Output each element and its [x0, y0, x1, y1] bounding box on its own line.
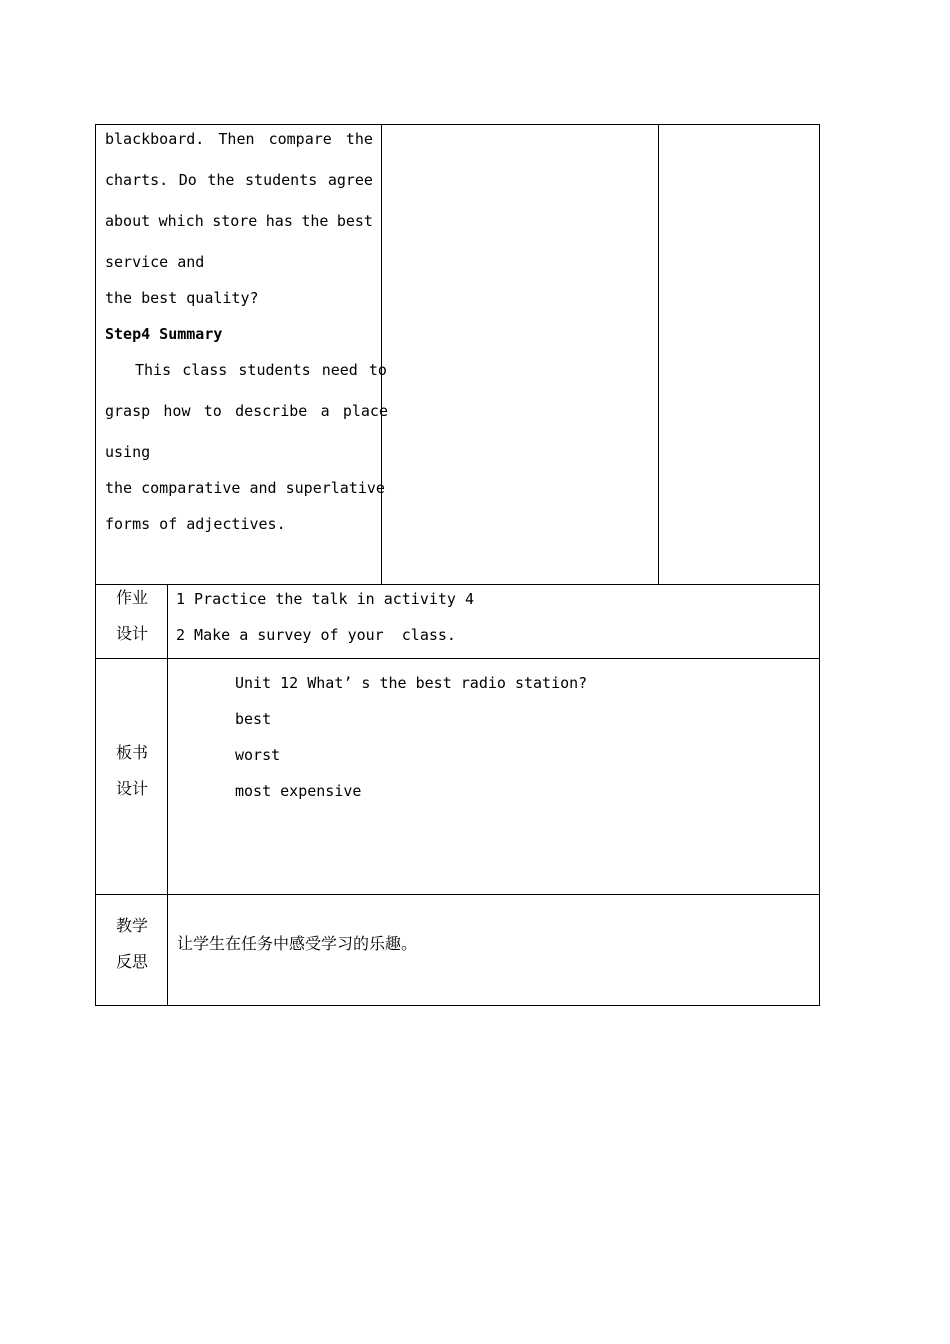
table-border-left [95, 124, 96, 1006]
table-border-right [819, 124, 820, 1006]
text-line [105, 130, 373, 148]
column-divider-2 [658, 124, 659, 584]
word: to [368, 361, 387, 379]
column-divider-1 [381, 124, 382, 584]
word: best [336, 212, 373, 230]
word: compare [268, 130, 332, 148]
word: about [105, 212, 151, 230]
text-line: service and [105, 253, 205, 271]
word: This [135, 361, 172, 379]
word: how [163, 402, 191, 420]
homework-item-1: 1 Practice the talk in activity 4 [176, 590, 475, 608]
text-line [105, 212, 373, 230]
row-divider-board [95, 658, 820, 659]
board-title: Unit 12 What’ s the best radio station? [235, 674, 588, 692]
step-heading: Step4 Summary [105, 325, 223, 343]
text-line: the best quality? [105, 289, 259, 307]
text-line: forms of adjectives. [105, 515, 286, 533]
reflection-label-line1: 教学 [116, 916, 149, 935]
text-line: the comparative and superlative [105, 479, 385, 497]
word: store [212, 212, 258, 230]
text-line [105, 171, 373, 189]
board-label-line2: 设计 [116, 779, 149, 798]
word: need [321, 361, 358, 379]
word: grasp [105, 402, 151, 420]
word: Then [218, 130, 255, 148]
word: a [320, 402, 330, 420]
word: students [238, 361, 311, 379]
word: agree [327, 171, 373, 189]
board-word-1: best [235, 710, 272, 728]
table-border-bottom [95, 1005, 820, 1006]
word: describe [235, 402, 308, 420]
word: blackboard. [105, 130, 205, 148]
row-divider-homework [95, 584, 820, 585]
word: which [158, 212, 204, 230]
text-line [105, 402, 388, 420]
reflection-label-line2: 反思 [116, 952, 149, 971]
word: to [203, 402, 222, 420]
word: students [245, 171, 318, 189]
text-line [135, 361, 387, 379]
label-column-divider [167, 584, 168, 1005]
table-border-top [95, 124, 820, 125]
homework-label-line2: 设计 [116, 624, 149, 643]
board-label-line1: 板书 [116, 743, 149, 762]
word: charts. [105, 171, 169, 189]
word: place [342, 402, 388, 420]
word: class [182, 361, 228, 379]
homework-label-line1: 作业 [116, 588, 149, 607]
board-word-3: most expensive [235, 782, 362, 800]
word: the [345, 130, 373, 148]
word: the [207, 171, 235, 189]
word: Do [178, 171, 197, 189]
board-word-2: worst [235, 746, 281, 764]
word: the [301, 212, 329, 230]
row-divider-reflection [95, 894, 820, 895]
homework-item-2: 2 Make a survey of your class. [176, 626, 456, 644]
word: has [265, 212, 293, 230]
text-line: using [105, 443, 151, 461]
reflection-text: 让学生在任务中感受学习的乐趣。 [177, 934, 418, 953]
